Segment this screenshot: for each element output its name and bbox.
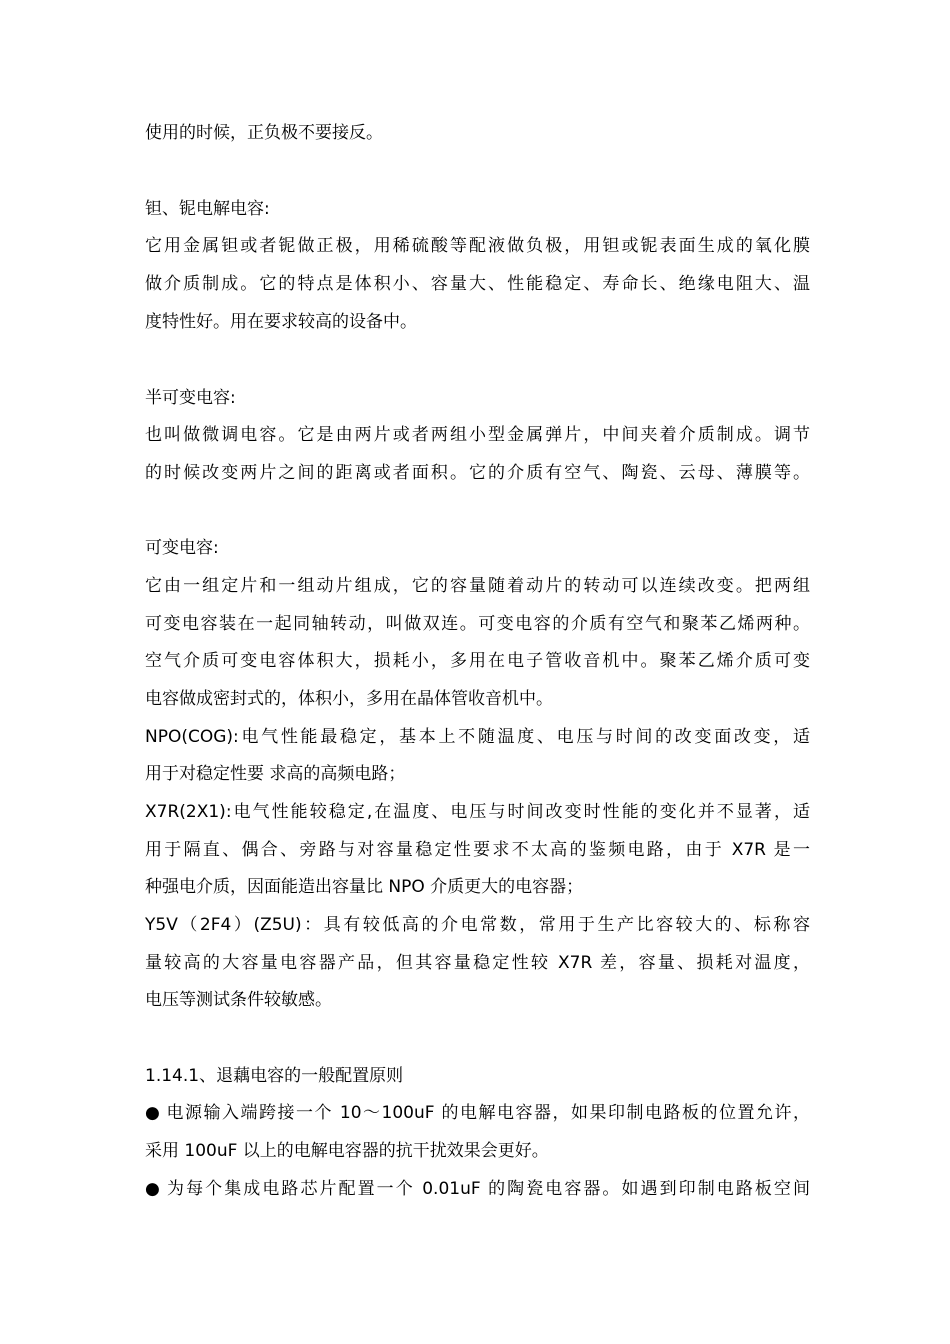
y5v-line: Y5V（2F4）(Z5U)：具有较低高的介电常数，常用于生产比容较大的、标称容 — [145, 915, 810, 935]
variable-line: 空气介质可变电容体积大，损耗小，多用在电子管收音机中。聚苯乙烯介质可变 — [145, 651, 810, 671]
tantalum-line: 度特性好。用在要求较高的设备中。 — [145, 312, 417, 332]
bullet-item-line: 采用 100uF 以上的电解电容器的抗干扰效果会更好。 — [145, 1141, 549, 1161]
variable-line: 它由一组定片和一组动片组成，它的容量随着动片的转动可以连续改变。把两组 — [145, 576, 810, 596]
npo-line: 用于对稳定性要 求高的高频电路； — [145, 764, 406, 784]
semi-variable-line: 也叫做微调电容。它是由两片或者两组小型金属弹片，中间夹着介质制成。调节 — [145, 425, 810, 445]
variable-heading: 可变电容: — [145, 538, 219, 558]
tantalum-line: 做介质制成。它的特点是体积小、容量大、性能稳定、寿命长、绝缘电阻大、温 — [145, 274, 810, 294]
npo-line: NPO(COG):电气性能最稳定，基本上不随温度、电压与时间的改变面改变，适 — [145, 727, 810, 747]
semi-variable-heading: 半可变电容: — [145, 388, 236, 408]
bullet-text: 电源输入端跨接一个 10～100uF 的电解电容器，如果印制电路板的位置允许， — [165, 1103, 810, 1123]
variable-line: 电容做成密封式的，体积小，多用在晶体管收音机中。 — [145, 689, 553, 709]
x7r-line: 用于隔直、偶合、旁路与对容量稳定性要求不太高的鉴频电路，由于 X7R 是一 — [145, 840, 810, 860]
section-heading: 1.14.1、退藕电容的一般配置原则 — [145, 1066, 404, 1086]
variable-line: 可变电容装在一起同轴转动，叫做双连。可变电容的介质有空气和聚苯乙烯两种。 — [145, 614, 810, 634]
y5v-line: 电压等测试条件较敏感。 — [145, 990, 332, 1010]
bullet-icon: ● — [145, 1103, 160, 1123]
tantalum-heading: 钽、铌电解电容: — [145, 199, 270, 219]
bullet-item-line — [145, 1178, 810, 1200]
semi-variable-line: 的时候改变两片之间的距离或者面积。它的介质有空气、陶瓷、云母、薄膜等。 — [145, 463, 810, 483]
tantalum-line: 它用金属钽或者铌做正极，用稀硫酸等配液做负极，用钽或铌表面生成的氧化膜 — [145, 236, 810, 256]
bullet-icon: ● — [145, 1179, 160, 1199]
y5v-line: 量较高的大容量电容器产品，但其容量稳定性较 X7R 差，容量、损耗对温度， — [145, 953, 810, 973]
bullet-item-line — [145, 1102, 810, 1124]
x7r-line: 种强电介质，因面能造出容量比 NPO 介质更大的电容器； — [145, 877, 584, 897]
paragraph-line: 使用的时候，正负极不要接反。 — [145, 123, 383, 143]
bullet-text: 为每个集成电路芯片配置一个 0.01uF 的陶瓷电容器。如遇到印制电路板空间 — [165, 1179, 810, 1199]
x7r-line: X7R(2X1):电气性能较稳定,在温度、电压与时间改变时性能的变化并不显著，适 — [145, 802, 810, 822]
